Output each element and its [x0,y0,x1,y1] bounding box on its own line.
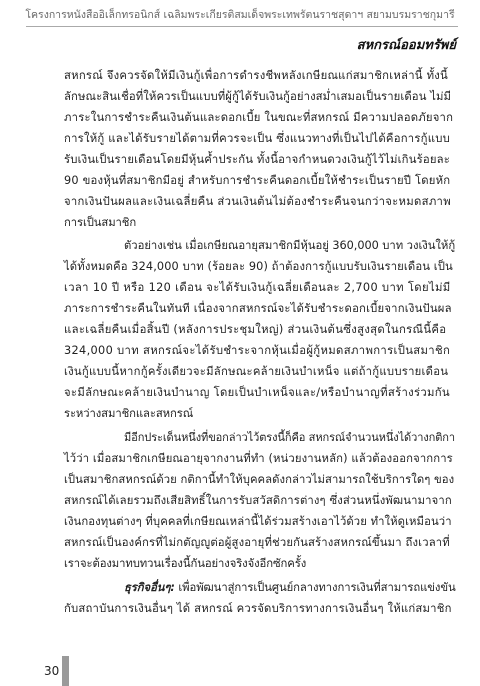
text-line: สหกรณ์เป็นองค์กรที่ไม่กตัญญูต่อผู้สูงอายุที่ช่วยกันสร้างสหกรณ์ขึ้นมา ถึงเวลาที่ [64,536,450,549]
text-line: ภาระในการชำระคืนเงินต้นและดอกเบี้ย ในขณะที่สหกรณ์ มีความปลอดภัยจาก [64,111,454,124]
lead-text: เพื่อพัฒนาสู่การเป็นศูนย์กลางทางการเงินที่สามารถแข่งขัน [178,581,456,594]
text-line: สหกรณ์ได้เลยรวมถึงเสียสิทธิ์ในการรับสวัสดิการต่างๆ ซึ่งส่วนหนึ่งพัฒนามาจาก [64,494,452,507]
text-line-lead [124,578,456,598]
text-line: จะมีลักษณะคล้ายเงินบำนาญ โดยเป็นบำเหน็จและ/หรือบำนาญที่สร้างร่วมกัน [64,386,450,399]
text-line: รับเงินเป็นรายเดือนโดยมีหุ้นค้ำประกัน ทั้งนี้อาจกำหนดวงเงินกู้ไว้ไม่เกินร้อยละ [64,153,450,166]
page-edge-bar [62,656,69,686]
header-rule [26,26,458,27]
text-line: ได้ทั้งหมดคือ 324,000 บาท (ร้อยละ 90) ถ้าต้องการกู้แบบรับเงินรายเดือน เป็น [64,260,453,273]
text-line: 324,000 บาท สหกรณ์จะได้รับชำระจากหุ้นเมื่อผู้กู้หมดสภาพการเป็นสมาชิก [64,344,451,357]
lead-label: ธุรกิจอื่นๆ: [124,581,175,594]
text-line: ภาระการชำระคืนในทันที เนื่องจากสหกรณ์จะได้รับชำระดอกเบี้ยจากเงินปันผล [64,302,452,315]
text-line: ระหว่างสมาชิกและสหกรณ์ [64,407,194,420]
text-line: เวลา 10 ปี หรือ 120 เดือน จะได้รับเงินกู้เฉลี่ยเดือนละ 2,700 บาท โดยไม่มี [64,281,451,294]
text-line: การเป็นสมาชิก [64,216,137,229]
text-line: เงินกู้แบบนี้หากกู้ครั้งเดียวจะมีลักษณะคล้ายเงินบำเหน็จ แต่ถ้ากู้แบบรายเดือน [64,365,449,378]
running-header: โครงการหนังสืออิเล็กทรอนิกส์ เฉลิมพระเกียรติสมเด็จพระเทพรัตนราชสุดาฯ สยามบรมราชกุมารี [25,9,455,21]
section-title: สหกรณ์ออมทรัพย์ [356,38,456,53]
text-line: 90 ของหุ้นที่สมาชิกมีอยู่ สำหรับการชำระคืนดอกเบี้ยให้ชำระเป็นรายปี โดยหัก [64,174,451,187]
page-number: 30 [44,664,60,678]
text-line: มีอีกประเด็นหนึ่งที่ขอกล่าวไว้ตรงนี้ก็คือ สหกรณ์จำนวนหนึ่งได้วางกติกา [124,431,455,444]
text-line: ลักษณะสินเชื่อที่ให้ควรเป็นแบบที่ผู้กู้ได้รับเงินกู้อย่างสม่ำเสมอเป็นรายเดือน ไม่มี [64,90,452,103]
text-line: ไว้ว่า เมื่อสมาชิกเกษียณอายุจากงานที่ทำ (หน่วยงานหลัก) แล้วต้องออกจากการ [64,452,453,465]
text-line: เราจะต้องมาทบทวนเรื่องนี้กันอย่างจริงจังอีกซักครั้ง [64,557,307,570]
text-line: เงินกองทุนต่างๆ ที่บุคคลที่เกษียณเหล่านี้ได้ร่วมสร้างเอาไว้ด้วย ทำให้ดูเหมือนว่า [64,515,452,528]
text-line: ตัวอย่างเช่น เมื่อเกษียณอายุสมาชิกมีหุ้นอยู่ 360,000 บาท วงเงินให้กู้ [124,239,456,252]
text-line: และเฉลี่ยคืนเมื่อสิ้นปี (หลังการประชุมใหญ่) ส่วนเงินต้นซึ่งสูงสุดในกรณีนี้คือ [64,323,447,336]
text-line: เป็นสมาชิกสหกรณ์ด้วย กติกานี้ทำให้บุคคลดังกล่าวไม่สามารถใช้บริการใดๆ ของ [64,473,455,486]
text-line: กับสถาบันการเงินอื่นๆ ได้ สหกรณ์ ควรจัดบริการทางการเงินอื่นๆ ให้แก่สมาชิก [64,602,452,615]
text-line: สหกรณ์ จึงควรจัดให้มีเงินกู้เพื่อการดำรงชีพหลังเกษียณแก่สมาชิกเหล่านี้ ทั้งนี้ [64,69,449,82]
text-line: การให้กู้ และได้รับรายได้ตามที่ควรจะเป็น ซึ่งแนวทางที่เป็นไปได้คือการกู้แบบ [64,132,451,145]
text-line: จากเงินปันผลและเงินเฉลี่ยคืน ส่วนเงินต้นไม่ต้องชำระคืนจนกว่าจะหมดสภาพ [64,195,451,208]
